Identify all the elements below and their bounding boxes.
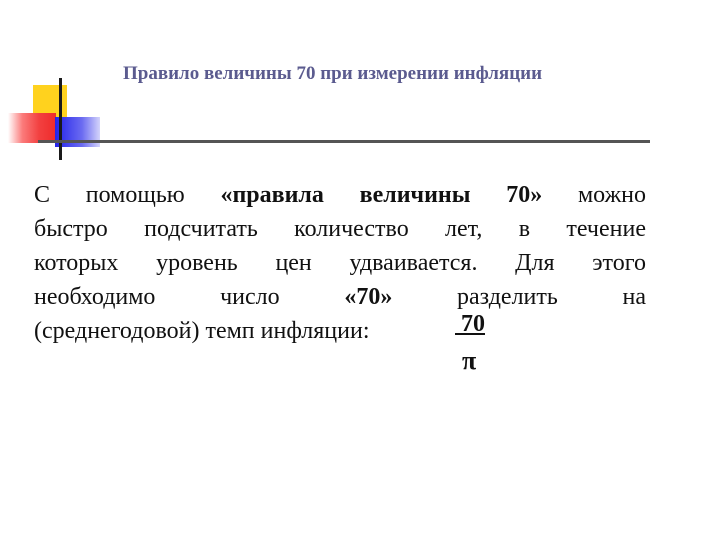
vertical-rule <box>59 78 62 160</box>
word: лет, <box>445 216 483 242</box>
paragraph-line-4 <box>34 280 646 314</box>
word: можно <box>577 182 646 208</box>
word: количество <box>294 216 409 242</box>
word-bold: «правила <box>220 182 324 208</box>
formula-numerator: 70 <box>455 311 485 337</box>
word-bold: «70» <box>344 284 393 310</box>
paragraph-line-3 <box>34 246 646 280</box>
word: цен <box>275 250 312 276</box>
word: уровень <box>156 250 238 276</box>
word: подсчитать <box>144 216 258 242</box>
word: течение <box>566 216 646 242</box>
word-bold: 70» <box>506 182 543 208</box>
word: необходимо <box>34 284 156 310</box>
word: Для <box>515 250 555 276</box>
body-paragraph <box>34 178 646 348</box>
word: быстро <box>34 216 108 242</box>
red-square-decoration <box>8 113 56 143</box>
word: этого <box>592 250 646 276</box>
horizontal-rule <box>38 140 650 143</box>
slide-title: Правило величины 70 при измерении инфляции <box>123 63 543 84</box>
word: на <box>622 284 646 310</box>
title-ornament <box>0 0 720 170</box>
paragraph-line-5 <box>34 314 646 348</box>
formula-denominator: π <box>462 346 477 375</box>
word: (среднегодовой) темп инфляции: <box>34 318 370 344</box>
word: в <box>518 216 531 242</box>
paragraph-line-1 <box>34 178 646 212</box>
word-bold: величины <box>359 182 471 208</box>
paragraph-line-2 <box>34 212 646 246</box>
word: которых <box>34 250 119 276</box>
word: число <box>220 284 280 310</box>
word: разделить <box>457 284 558 310</box>
word: помощью <box>85 182 185 208</box>
word: удваивается. <box>349 250 478 276</box>
word: С <box>34 182 51 208</box>
